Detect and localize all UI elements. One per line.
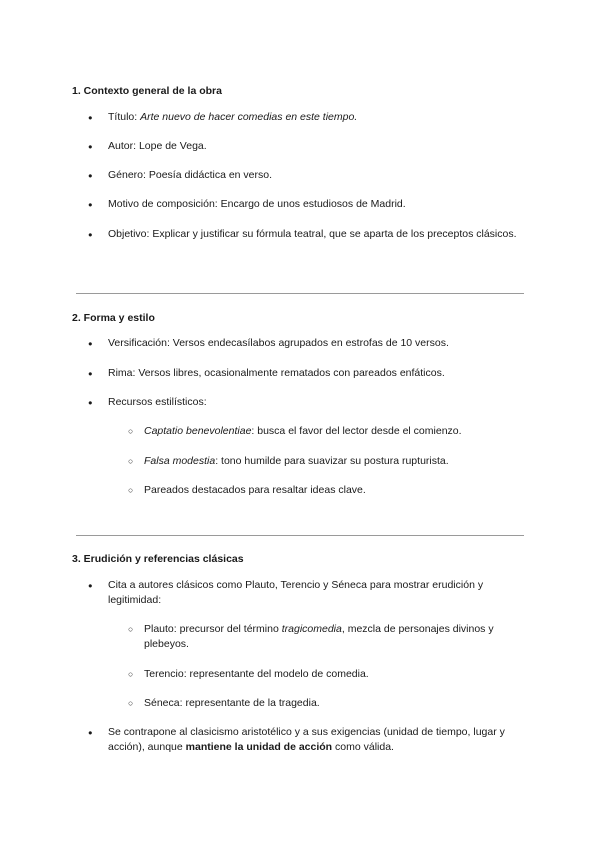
- item-value: Versos endecasílabos agrupados en estrofas de 10 versos.: [172, 337, 449, 349]
- item-label: Autor:: [108, 140, 137, 152]
- list-item-contrapone: [72, 725, 532, 755]
- item-value: Encargo de unos estudiosos de Madrid.: [220, 198, 406, 210]
- item-value: Lope de Vega.: [138, 140, 207, 152]
- list-item-cita: [72, 578, 532, 608]
- item-text: Pareados destacados para resaltar ideas clave.: [144, 484, 366, 496]
- item-label: Versificación:: [108, 337, 170, 349]
- section-1-list-b: [72, 139, 532, 154]
- item-text: Plauto: precursor del término: [144, 623, 282, 635]
- item-label: Motivo de composición:: [108, 198, 218, 210]
- list-item-genero: [72, 168, 532, 183]
- sublist-item-seneca: [72, 696, 532, 711]
- section-2-sublist-c: [72, 483, 532, 498]
- item-text: : tono humilde para suavizar su postura rupturista.: [215, 455, 449, 467]
- list-item-recursos: [72, 395, 532, 410]
- sublist-item-pareados: [72, 483, 532, 498]
- section-3-sublist-c: [72, 696, 532, 711]
- item-text: como válida.: [332, 741, 394, 753]
- list-item-objetivo: [72, 227, 532, 242]
- item-text: Séneca: representante de la tragedia.: [144, 697, 320, 709]
- section-2-list-c: [72, 395, 532, 410]
- section-2-list-a: [72, 336, 532, 351]
- section-heading-1: 1. Contexto general de la obra: [72, 85, 222, 97]
- item-text: Cita a autores clásicos como Plauto, Terencio y Séneca para mostrar erudición y legitimidad:: [108, 579, 484, 606]
- list-item-titulo: [72, 110, 532, 125]
- section-2-list-b: [72, 366, 532, 381]
- emphasis: mantiene la unidad de acción: [185, 741, 333, 753]
- sublist-item-plauto: [72, 622, 532, 652]
- item-label: Objetivo:: [108, 228, 150, 240]
- sublist-item-terencio: [72, 667, 532, 682]
- item-text: : busca el favor del lector desde el comienzo.: [251, 425, 462, 437]
- section-3-list-b: [72, 725, 532, 755]
- latin-term: Captatio benevolentiae: [144, 425, 252, 437]
- section-1-list: [72, 110, 532, 125]
- list-item-autor: [72, 139, 532, 154]
- section-2-sublist-a: [72, 424, 532, 439]
- item-label: Género:: [108, 169, 146, 181]
- item-label: Rima:: [108, 367, 136, 379]
- section-1-list-e: [72, 227, 532, 242]
- section-1-list-c: [72, 168, 532, 183]
- section-3-list-a: [72, 578, 532, 608]
- item-text: Se contrapone al clasicismo aristotélico y a sus exigencias (unidad de tiempo, lugar y acción), aunque: [108, 726, 505, 753]
- sublist-item-falsa-modestia: [72, 454, 532, 469]
- sublist-item-captatio: [72, 424, 532, 439]
- section-heading-2: 2. Forma y estilo: [72, 312, 155, 324]
- work-title: Arte nuevo de hacer comedias en este tiempo.: [140, 111, 358, 123]
- section-heading-3: 3. Erudición y referencias clásicas: [72, 553, 244, 565]
- item-text: Terencio: representante del modelo de comedia.: [144, 668, 369, 680]
- list-item-motivo: [72, 197, 532, 212]
- section-3-sublist-a: [72, 622, 532, 652]
- item-value: Versos libres, ocasionalmente rematados con pareados enfáticos.: [138, 367, 445, 379]
- item-value: Poesía didáctica en verso.: [148, 169, 273, 181]
- section-1-list-d: [72, 197, 532, 212]
- section-divider: [76, 293, 524, 294]
- term: tragicomedia: [281, 623, 342, 635]
- item-text: , mezcla de personajes divinos y plebeyos.: [144, 623, 494, 650]
- section-2-sublist-b: [72, 454, 532, 469]
- latin-term: Falsa modestia: [144, 455, 216, 467]
- list-item-versificacion: [72, 336, 532, 351]
- item-label: Recursos estilísticos:: [108, 396, 207, 408]
- item-value: Explicar y justificar su fórmula teatral, que se aparta de los preceptos clásicos.: [152, 228, 517, 240]
- item-label: Título:: [108, 111, 138, 123]
- section-3-sublist-b: [72, 667, 532, 682]
- list-item-rima: [72, 366, 532, 381]
- section-divider: [76, 535, 524, 536]
